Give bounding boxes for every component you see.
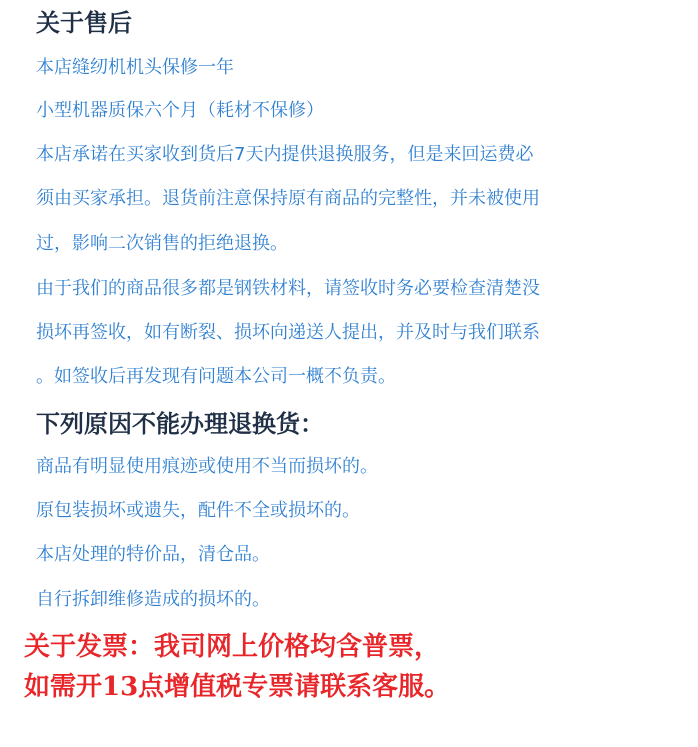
after-sales-line: 过，影响二次销售的拒绝退换。: [36, 233, 288, 254]
after-sales-line: 本店缝纫机机头保修一年: [36, 57, 234, 78]
invoice-notice-line: 如需开13点增值税专票请联系客服。: [24, 672, 451, 702]
after-sales-line: 损坏再签收，如有断裂、损坏向递送人提出，并及时与我们联系: [36, 322, 540, 343]
invoice-notice-line: 关于发票：我司网上价格均含普票，: [24, 632, 441, 662]
after-sales-line: 小型机器质保六个月（耗材不保修）: [36, 100, 324, 121]
after-sales-title: 关于售后: [36, 9, 132, 37]
no-return-title: 下列原因不能办理退换货：: [36, 410, 324, 438]
no-return-reason: 商品有明显使用痕迹或使用不当而损坏的。: [36, 456, 378, 477]
no-return-reason: 原包装损坏或遗失，配件不全或损坏的。: [36, 500, 360, 521]
after-sales-line: 须由买家承担。退货前注意保持原有商品的完整性，并未被使用: [36, 188, 540, 209]
after-sales-line: 由于我们的商品很多都是钢铁材料，请签收时务必要检查清楚没: [36, 278, 540, 299]
no-return-reason: 本店处理的特价品，清仓品。: [36, 544, 270, 565]
after-sales-line: 。如签收后再发现有问题本公司一概不负责。: [36, 366, 396, 387]
after-sales-line: 本店承诺在买家收到货后7天内提供退换服务，但是来回运费必: [36, 144, 534, 165]
no-return-reason: 自行拆卸维修造成的损坏的。: [36, 589, 270, 610]
